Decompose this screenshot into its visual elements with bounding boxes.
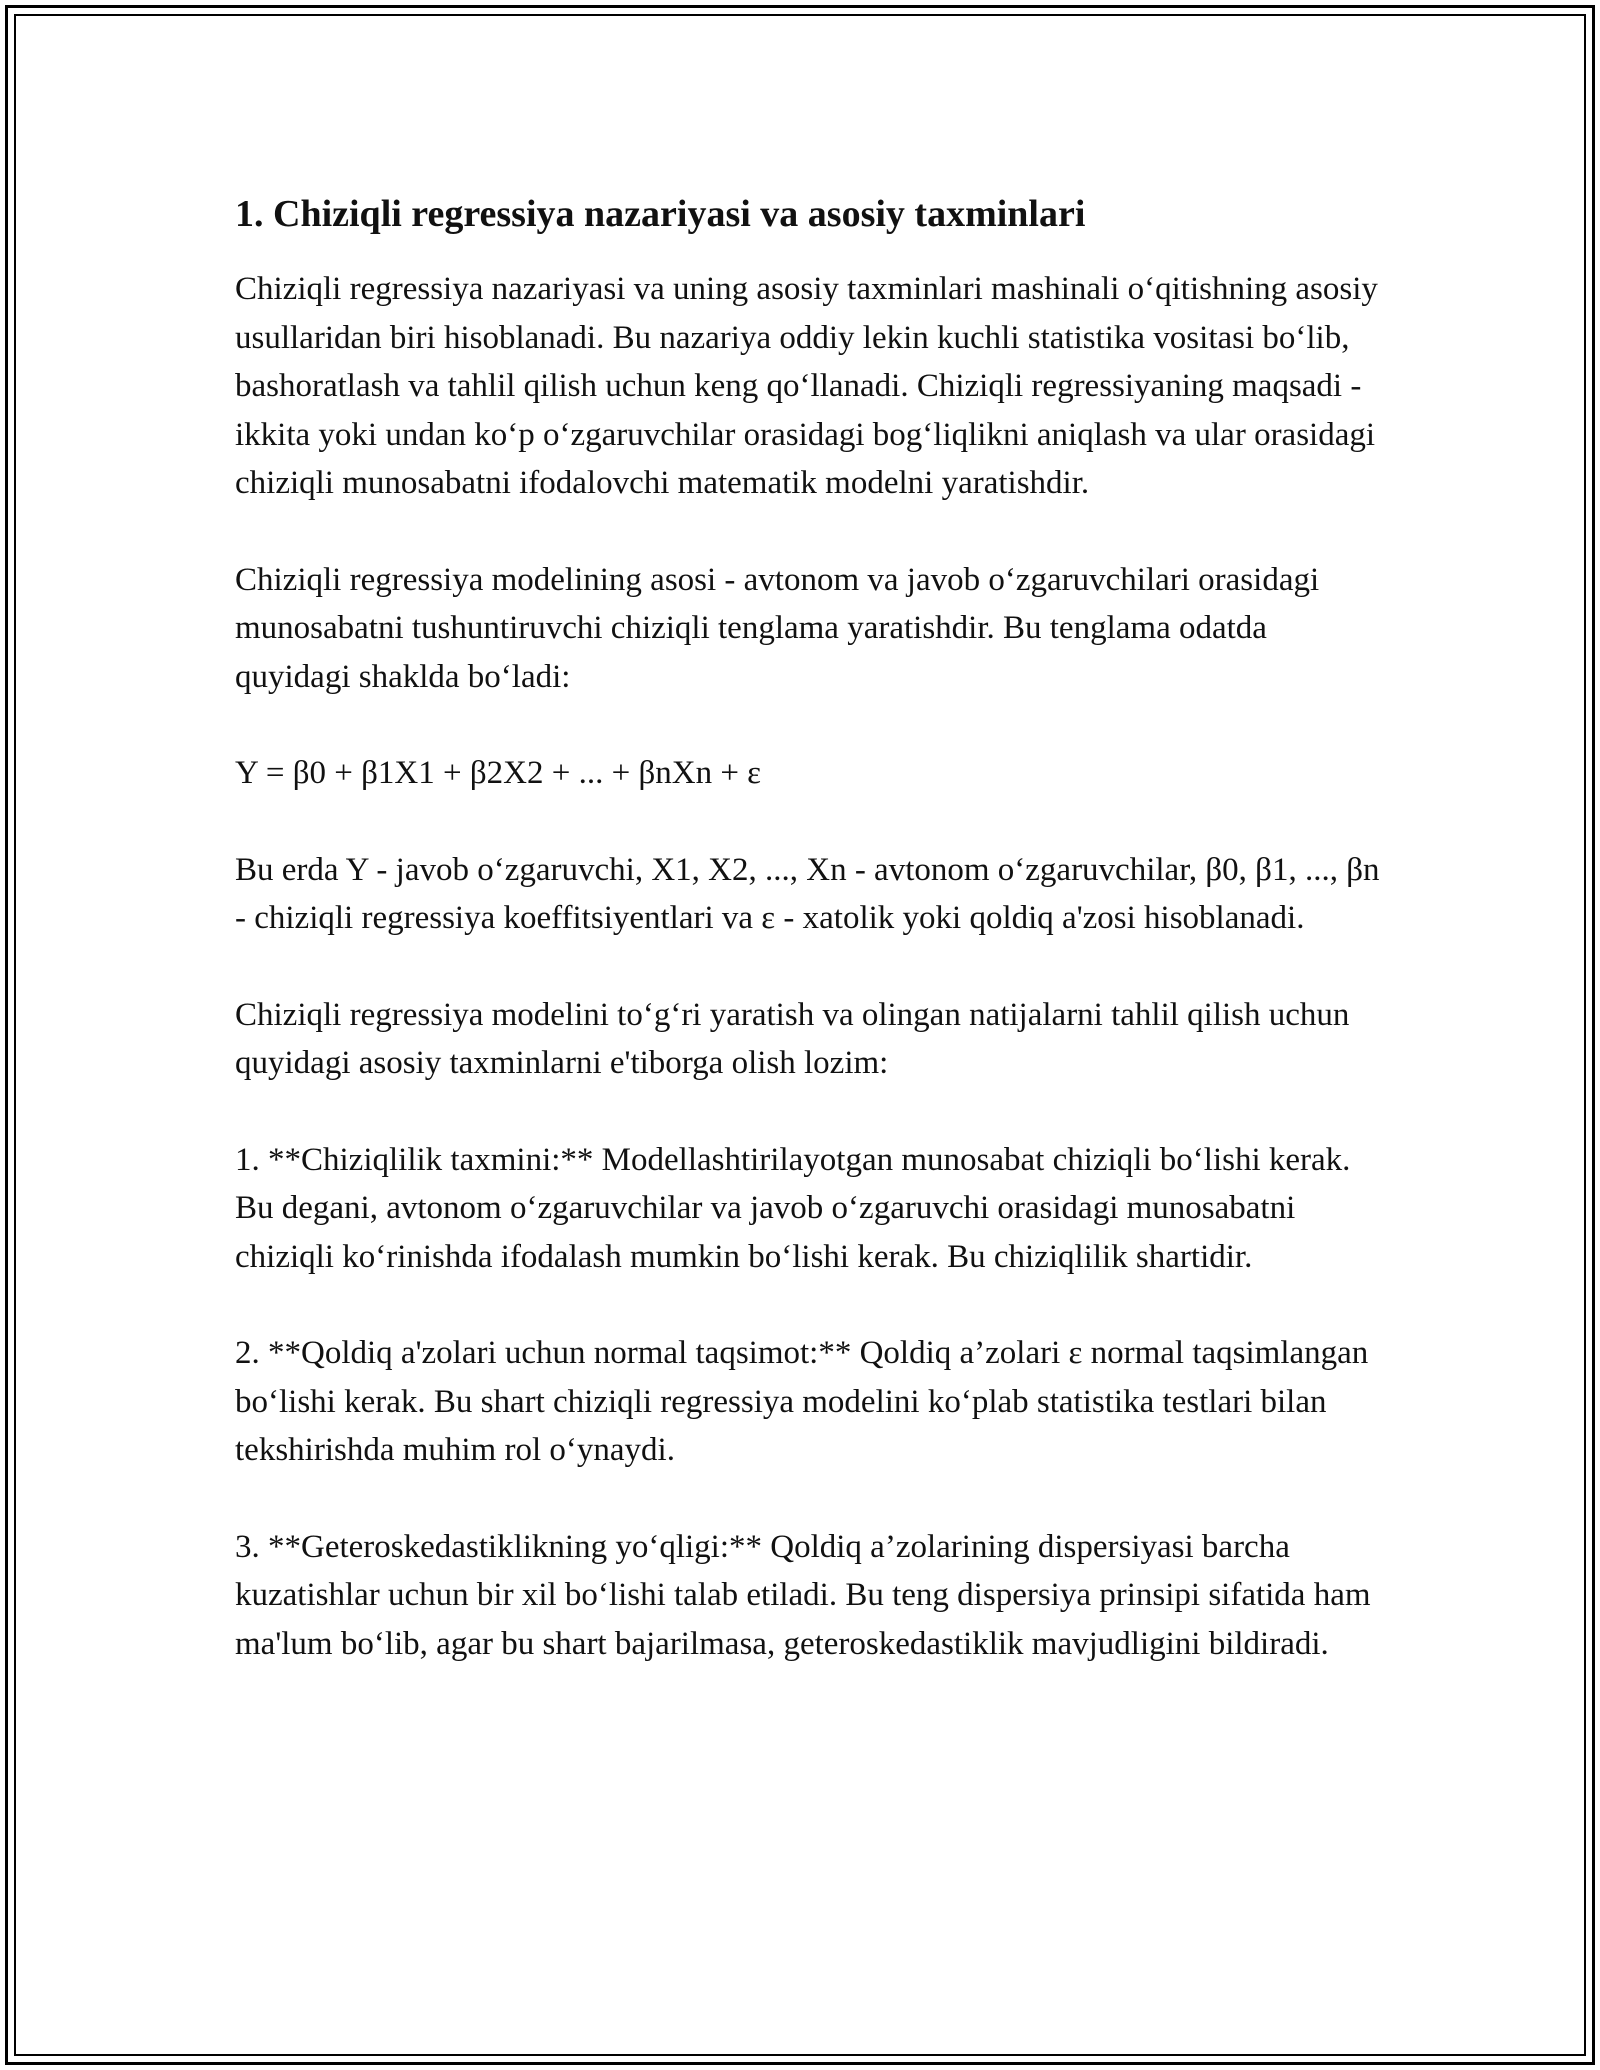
assumptions-intro-paragraph: Chiziqli regressiya modelini to‘g‘ri yaratish va olingan natijalarni tahlil qilish uchun quyidagi asosiy taxminlarni e'tiborga olish lozim: xyxy=(235,996,1350,1081)
regression-equation: Y = β0 + β1X1 + β2X2 + ... + βnXn + ε xyxy=(235,755,762,791)
assumption-normal-residuals: 2. **Qoldiq a'zolari uchun normal taqsimot:** Qoldiq a’zolari ε normal taqsimlangan bo‘lishi kerak. Bu shart chiziqli regressiya modelini ko‘plab statistika testlari bilan tekshirishda muhim rol o‘ynaydi. xyxy=(235,1335,1369,1468)
assumption-linearity: 1. **Chiziqlilik taxmini:** Modellashtirilayotgan munosabat chiziqli bo‘lishi kerak. Bu degani, avtonom o‘zgaruvchilar va javob o‘zgaruvchi orasidagi munosabatni chiziqli ko‘rinishda ifodalash mumkin bo‘lishi kerak. Bu chiziqlilik shartidir. xyxy=(235,1141,1351,1275)
model-basis-paragraph: Chiziqli regressiya modelining asosi - avtonom va javob o‘zgaruvchilari orasidagi munosabatni tushuntiruvchi chiziqli tenglama yaratishdir. Bu tenglama odatda quyidagi shaklda bo‘ladi: xyxy=(235,561,1320,695)
section-heading: 1. Chiziqli regressiya nazariyasi va asosiy taxminlari xyxy=(235,193,1086,235)
assumption-heteroskedasticity: 3. **Geteroskedastiklikning yo‘qligi:** Qoldiq a’zolarining dispersiyasi barcha kuzatishlar uchun bir xil bo‘lishi talab etiladi. Bu teng dispersiya prinsipi sifatida ham ma'lum bo‘lib, agar bu shart bajarilmasa, geteroskedastiklik mavjudligini bildiradi. xyxy=(235,1528,1371,1662)
document-body xyxy=(235,188,1385,1668)
intro-paragraph: Chiziqli regressiya nazariyasi va uning asosiy taxminlari mashinali o‘qitishning asosiy usullaridan biri hisoblanadi. Bu nazariya oddiy lekin kuchli statistika vositasi bo‘lib, bashoratlash va tahlil qilish uchun keng qo‘llanadi. Chiziqli regressiyaning maqsadi - ikkita yoki undan ko‘p o‘zgaruvchilar orasidagi bog‘liqlikni aniqlash va ular orasidagi chiziqli munosabatni ifodalovchi matematik modelni yaratishdir. xyxy=(235,271,1378,501)
equation-terms-paragraph: Bu erda Y - javob o‘zgaruvchi, X1, X2, ..., Xn - avtonom o‘zgaruvchilar, β0, β1, ..., βn - chiziqli regressiya koeffitsiyentlari va ε - xatolik yoki qoldiq a'zosi hisoblanadi. xyxy=(235,851,1380,936)
